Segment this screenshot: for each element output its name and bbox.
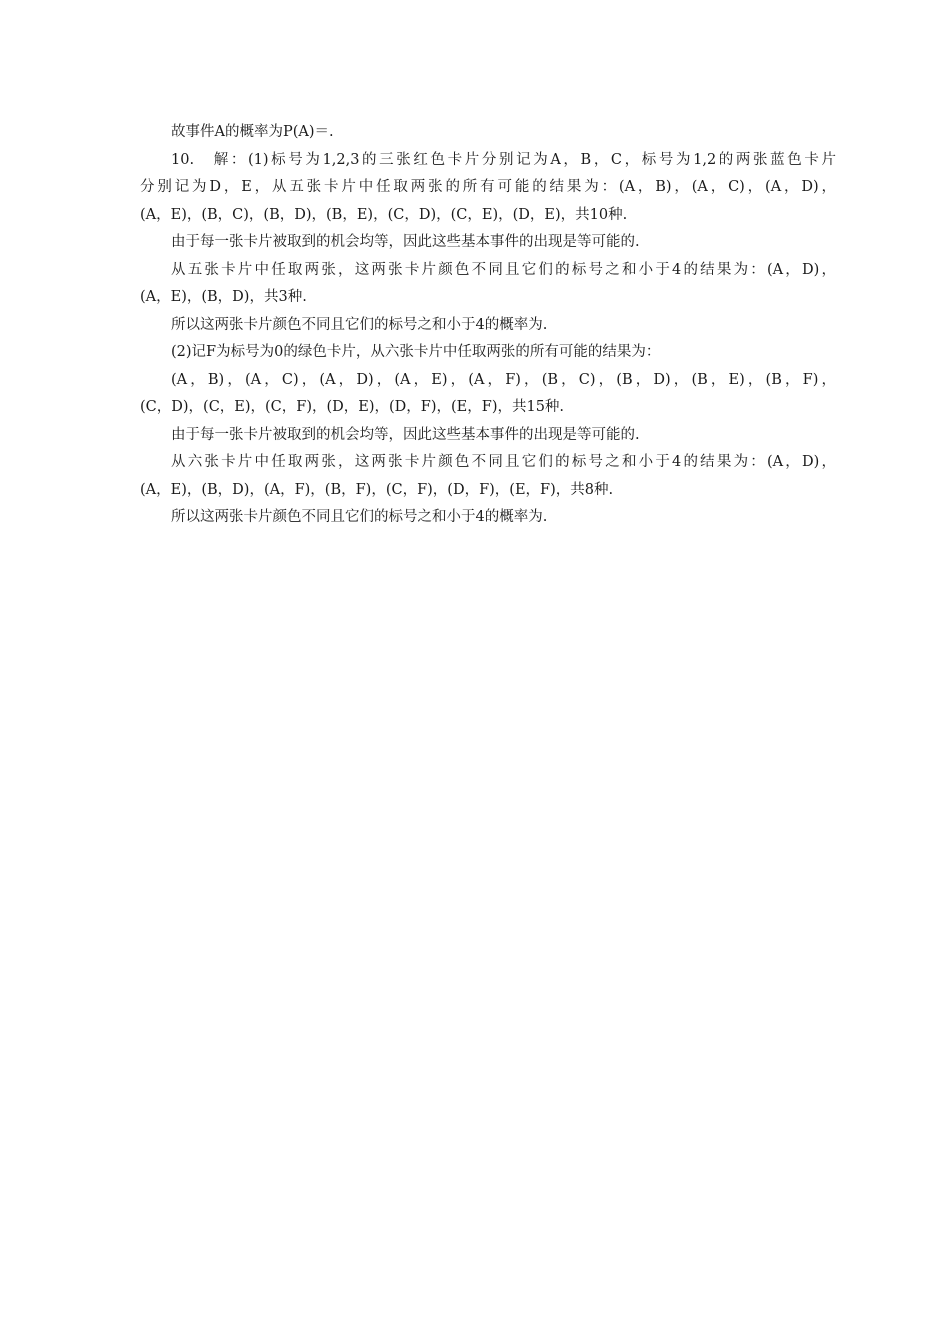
text-line-4: (A，E)，(B，C)，(B，D)，(B，E)，(C，D)，(C，E)，(D，E)，共10种. — [140, 206, 628, 223]
text-line-7: (A，E)，(B，D)，共3种. — [140, 289, 307, 305]
text-line-12: 由于每一张卡片被取到的机会均等，因此这些基本事件的出现是等可能的. — [171, 426, 640, 443]
text-line-1: 故事件A的概率为P(A)＝. — [171, 124, 334, 140]
text-line-14: (A，E)，(B，D)，(A，F)，(B，F)，(C，F)，(D，F)，(E，F)，共8种. — [140, 481, 614, 498]
text-line-11: (C，D)，(C，E)，(C，F)，(D，E)，(D，F)，(E，F)，共15种. — [140, 399, 565, 415]
text-line-8: 所以这两张卡片颜色不同且它们的标号之和小于4的概率为. — [171, 316, 548, 333]
text-line-5: 由于每一张卡片被取到的机会均等，因此这些基本事件的出现是等可能的. — [171, 234, 640, 250]
text-line-3: 分别记为D，E，从五张卡片中任取两张的所有可能的结果为：(A，B)，(A，C)，(A，D)， — [140, 179, 836, 195]
text-line-10: (A，B)，(A，C)，(A，D)，(A，E)，(A，F)，(B，C)，(B，D)，(B，E)，(B，F)， — [171, 371, 836, 388]
text-line-2: 10. 解：(1)标号为1,2,3的三张红色卡片分别记为A，B，C，标号为1,2的两张蓝色卡片 — [171, 151, 836, 168]
text-line-13: 从六张卡片中任取两张，这两张卡片颜色不同且它们的标号之和小于4的结果为：(A，D)， — [171, 454, 836, 470]
text-line-9: (2)记F为标号为0的绿色卡片，从六张卡片中任取两张的所有可能的结果为： — [171, 344, 661, 360]
text-line-6: 从五张卡片中任取两张，这两张卡片颜色不同且它们的标号之和小于4的结果为：(A，D)， — [171, 261, 836, 278]
text-line-15: 所以这两张卡片颜色不同且它们的标号之和小于4的概率为. — [171, 509, 548, 525]
document-body — [140, 119, 836, 532]
